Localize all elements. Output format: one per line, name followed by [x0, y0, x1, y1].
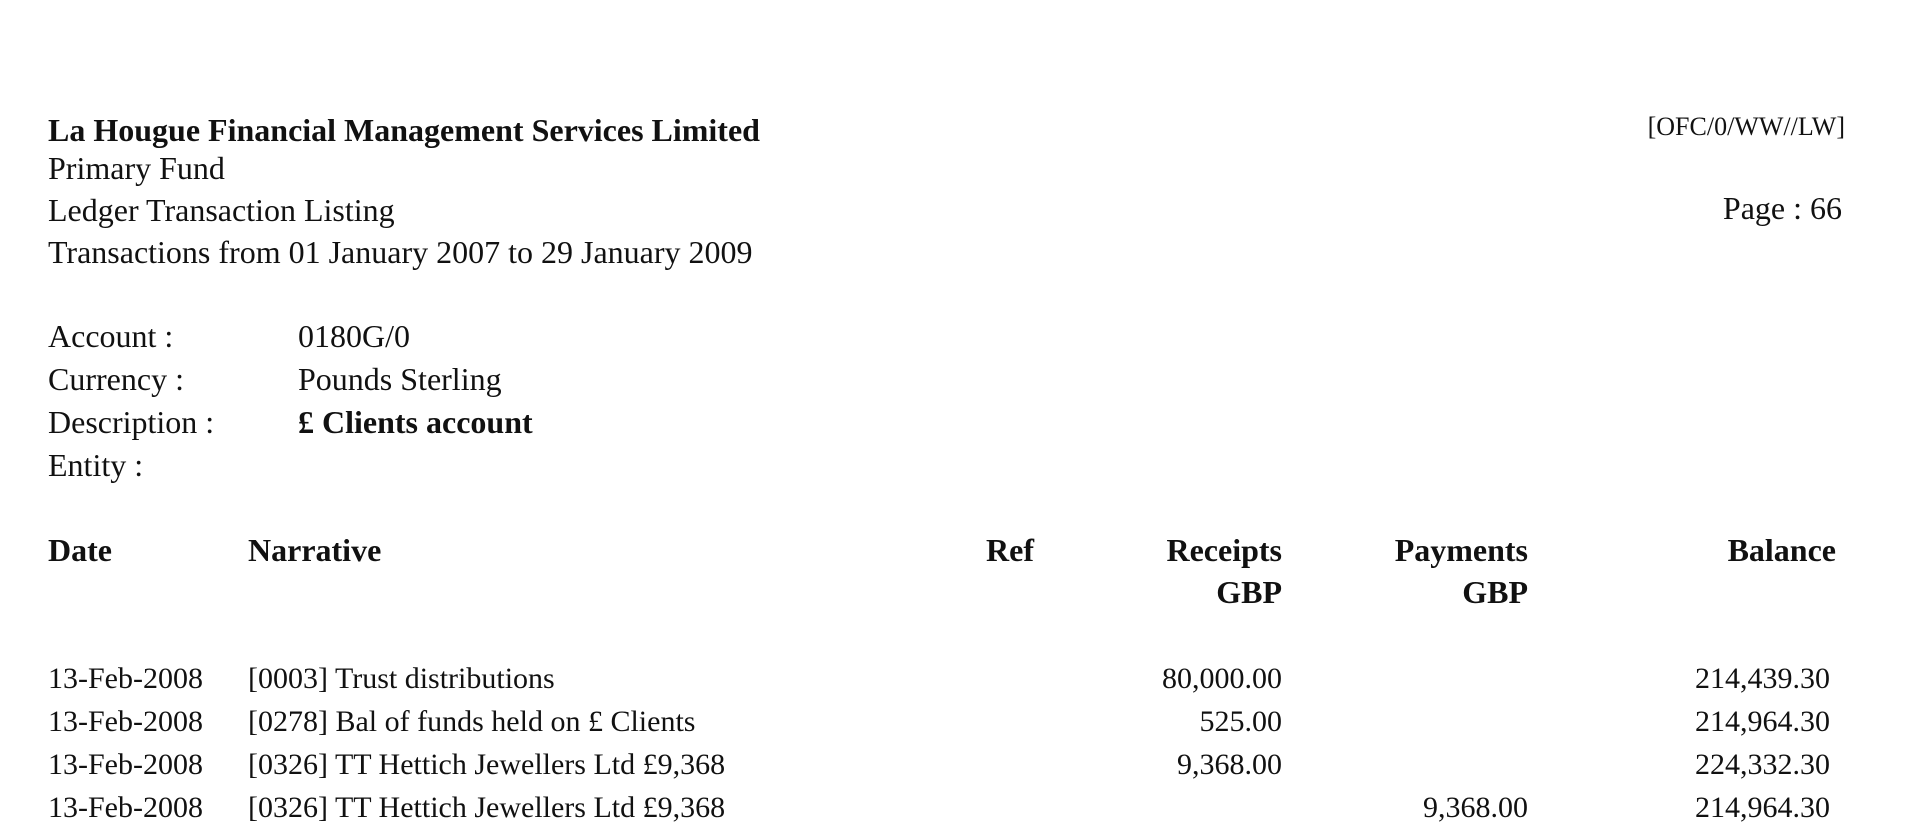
column-header-payments-currency: GBP: [1462, 574, 1528, 610]
row-narrative: [0003] Trust distributions: [248, 662, 555, 695]
row-date: 13-Feb-2008: [48, 791, 203, 824]
row-narrative: [0278] Bal of funds held on £ Clients: [248, 705, 696, 738]
row-receipts: 9,368.00: [1177, 748, 1282, 781]
fund-name: Primary Fund: [48, 150, 225, 186]
currency-label: Currency :: [48, 361, 184, 397]
row-balance: 214,439.30: [1695, 662, 1830, 695]
row-balance: 224,332.30: [1695, 748, 1830, 781]
row-payments: 9,368.00: [1423, 791, 1528, 824]
entity-label: Entity :: [48, 447, 144, 483]
report-period: Transactions from 01 January 2007 to 29 January 2009: [48, 234, 753, 270]
column-header-balance: Balance: [1727, 532, 1836, 568]
column-header-narrative: Narrative: [248, 532, 382, 568]
row-balance: 214,964.30: [1695, 705, 1830, 738]
row-receipts: 525.00: [1199, 705, 1282, 738]
company-name: La Hougue Financial Management Services Limited: [48, 112, 760, 148]
column-header-receipts: Receipts: [1166, 532, 1282, 568]
row-date: 13-Feb-2008: [48, 662, 203, 695]
row-narrative: [0326] TT Hettich Jewellers Ltd £9,368: [248, 748, 726, 781]
currency-value: Pounds Sterling: [298, 361, 502, 397]
row-date: 13-Feb-2008: [48, 748, 203, 781]
description-value: £ Clients account: [298, 404, 533, 440]
column-header-ref: Ref: [986, 532, 1034, 568]
document-reference: [OFC/0/WW//LW]: [1647, 112, 1845, 141]
account-label: Account :: [48, 318, 174, 354]
row-date: 13-Feb-2008: [48, 705, 203, 738]
column-header-date: Date: [48, 532, 112, 568]
report-title: Ledger Transaction Listing: [48, 192, 395, 228]
column-header-receipts-currency: GBP: [1216, 574, 1282, 610]
row-narrative: [0326] TT Hettich Jewellers Ltd £9,368: [248, 791, 726, 824]
row-balance: 214,964.30: [1695, 791, 1830, 824]
account-value: 0180G/0: [298, 318, 410, 354]
row-receipts: 80,000.00: [1162, 662, 1282, 695]
page-number: Page : 66: [1722, 190, 1842, 226]
column-header-payments: Payments: [1394, 532, 1528, 568]
description-label: Description :: [48, 404, 215, 440]
